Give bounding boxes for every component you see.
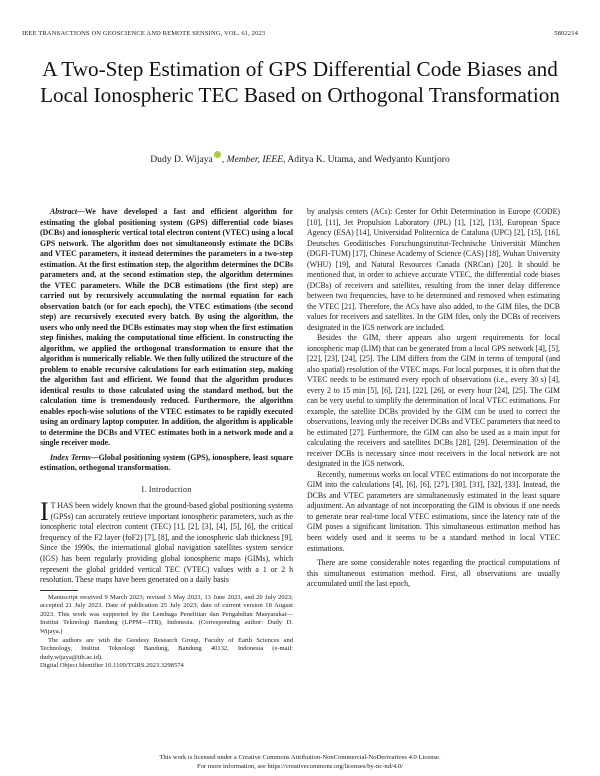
footnote-received: Manuscript received 9 March 2023; revised 3 May 2023, 13 June 2023, and 20 July 2023; accepted 21 July 2023. Date of publication 25 July 2023; date of current version 18 August 2023. This work was supported by the Lembaga Penelitian dan Pengabdian Masyarakat—Institut Teknologi Bandung (LPPM—ITB), Indonesia. (Corresponding author: Dudy D. Wijaya.) bbox=[40, 593, 293, 635]
left-column bbox=[40, 207, 293, 671]
footnote-divider bbox=[40, 590, 78, 591]
footnote bbox=[40, 594, 293, 671]
author-rest: , Aditya K. Utama, and Wedyanto Kuntjoro bbox=[283, 154, 450, 165]
abstract-label: Abstract— bbox=[50, 207, 85, 216]
orcid-icon[interactable] bbox=[214, 151, 221, 158]
journal-header: IEEE TRANSACTIONS ON GEOSCIENCE AND REMOTE SENSING, VOL. 61, 2023 bbox=[22, 30, 266, 37]
index-terms-text: Global positioning system (GPS), ionosphere, least square estimation, orthogonal transformation. bbox=[40, 452, 293, 473]
intro-text: T HAS been widely known that the ground-based global positioning systems (GPSs) can accurately retrieve important ionospheric parameters, such as the ionospheric total electron content (TEC) [1], [2], [3], [4], [5], [6], the critical frequency of the F2 layer (foF2) [7], [8], and the ionospheric slab thickness [9]. Since the 1990s, the international global navigation satellites system service (IGS) has been regularly providing global ionospheric maps (GIMs), which represent the global gridded vertical TEC (VTEC) values with a 1 or 2 h resolution. These maps have been generated on a daily basis bbox=[40, 501, 293, 585]
footnote-doi: Digital Object Identifier 10.1109/TGRS.2023.3298574 bbox=[40, 662, 184, 670]
license-line-2[interactable]: For more information, see https://creativecommons.org/licenses/by-nc-nd/4.0/ bbox=[197, 762, 403, 770]
footnote-affiliation: The authors are with the Geodesy Research Group, Faculty of Earth Sciences and Technology, Institut Teknologi Bandung, Bandung 40132, Indonesia (e-mail: dudy.wijaya@itb.ac.id). bbox=[40, 636, 293, 661]
abstract bbox=[40, 207, 293, 449]
dropcap: I bbox=[40, 497, 49, 527]
license-notice bbox=[20, 754, 580, 772]
index-terms bbox=[40, 453, 293, 474]
abstract-text: We have developed a fast and efficient algorithm for estimating the global positioning system (GPS) differential code biases (DCBs) and ionospheric vertical total electron content (VTEC) using a local GPS network. The algorithm does not simultaneously estimate the DCBs and VTEC parameters, it instead determines the parameters in a two-step estimation. At the first estimation step, the algorithm determines the DCBs parameters and, at the second estimation step, the algorithm determines the VTEC parameters. While the DCB estimations (the first step) are carried out by recursively accumulating the normal equation for each observation batch (or for each epoch), the VTEC estimations (the second step) are recursively executed every batch. By using the algorithm, the users who only need the DCBs estimates may stop when the first estimation step finishes, making the computational time efficient. In constructing the algorithm, we applied the orthogonal transformation to ensure that the algorithm is numerically reliable. We then fully utilized the structure of the problem to enable recursive calculations for each estimation step, making the algorithm fast and efficient. We found that the algorithm produces identical results to those calculated using the standard method, but the calculation time is tremendously reduced. Furthermore, the algorithm enables epoch-wise solutions of the VTEC estimates to be rapidly executed using an ordinary laptop computer. In addition, the algorithm is applicable to determine the DCBs and VTEC estimates both in a network mode and a single receiver mode. bbox=[40, 207, 293, 448]
body-paragraph-4: There are some considerable notes regarding the practical computations of this simultaneous estimation method. First, all observations are usually accumulated until the last epoch, bbox=[307, 558, 560, 589]
right-column bbox=[307, 207, 560, 590]
license-line-1: This work is licensed under a Creative Commons Attribution-NonCommercial-NoDerivatives 4.0 License. bbox=[159, 754, 441, 761]
author-line bbox=[20, 151, 580, 165]
body-paragraph-2: Besides the GIM, there appears also urgent requirements for local ionospheric map (LIM) that can be generated from a local GPS network [4], [5], [22], [23], [24], [25]. The LIM differs from the GIM in terms of temporal (and also spatial) resolution of the VTEC maps. For local purposes, it is often that the VTEC needs to be estimated every epoch of observations (i.e., every 30 s) [4], every 2 to 15 min [5], [6], [21], [22], [26], or every hour [24], [25]. The GIM can be very useful to simplify the determination of local VTEC estimations. For example, the satellite DCBs provided by the GIM can be used to correct the observations, leaving only the receiver DCBs and VTEC parameters that need to be estimated [27]. Furthermore, the GIM can also be used as a main input for calculating the receivers and satellites DCBs [28], [29]. Determination of the receiver DCBs is necessary since most receivers in the local network are not designated in the IGS network. bbox=[307, 333, 560, 469]
running-header bbox=[22, 30, 578, 37]
body-paragraph-3: Recently, numerous works on local VTEC estimations do not incorporate the GIM into the calculations [4], [6], [6], [27], [30], [31], [32], [33]. Instead, the DCBs and VTEC parameters are simultaneously estimated in the least square adjustment. An advantage of not incorporating the GIM is obvious if one needs to generate near real-time local VTEC estimations, since the latency rate of the GIM poses a significant limitation. This simultaneous estimation method has been widely used and it seems to be a standard method in local VTEC estimations. bbox=[307, 469, 560, 553]
paper-title: A Two-Step Estimation of GPS Differential Code Biases and Local Ionospheric TEC Based on Orthogonal Transformation bbox=[40, 57, 560, 107]
index-terms-label: Index Terms— bbox=[50, 452, 99, 462]
intro-paragraph bbox=[40, 497, 293, 585]
author-first-suffix: , Member, IEEE bbox=[221, 154, 284, 165]
section-heading-introduction: I. Introduction bbox=[141, 484, 192, 494]
article-number: 5802214 bbox=[554, 30, 578, 37]
author-first: Dudy D. Wijaya bbox=[150, 154, 213, 165]
body-paragraph-1: by analysis centers (ACs): Center for Orbit Determination in Europe (CODE) [10], [11], Jet Propulsion Laboratory (JPL) [1], [12], [13], European Space Agency (ESA) [14], Universidad Politecnica de Cataluna (UPC) [2], [15], [16], Deutsches Geodätisches Forschungsinstitut-Technische Universität München (DGFI-TUM) [17], Chinese Academy of Science (CAS) [18], Wuhan University (WHU) [19], and Natural Resources Canada (NRCan) [20]. It should be mentioned that, in order to achieve accurate VTEC, the differential code biases (DCBs) of receivers and satellites, resulting from the inner delay difference between two frequencies, have to be determined and removed when estimating the VTEC [21]. Therefore, the ACs have also added, to the GIM files, the DCB values for receivers and satellites. In the GIM files, only the DCBs of receivers designated in the IGS network are included. bbox=[307, 207, 560, 332]
